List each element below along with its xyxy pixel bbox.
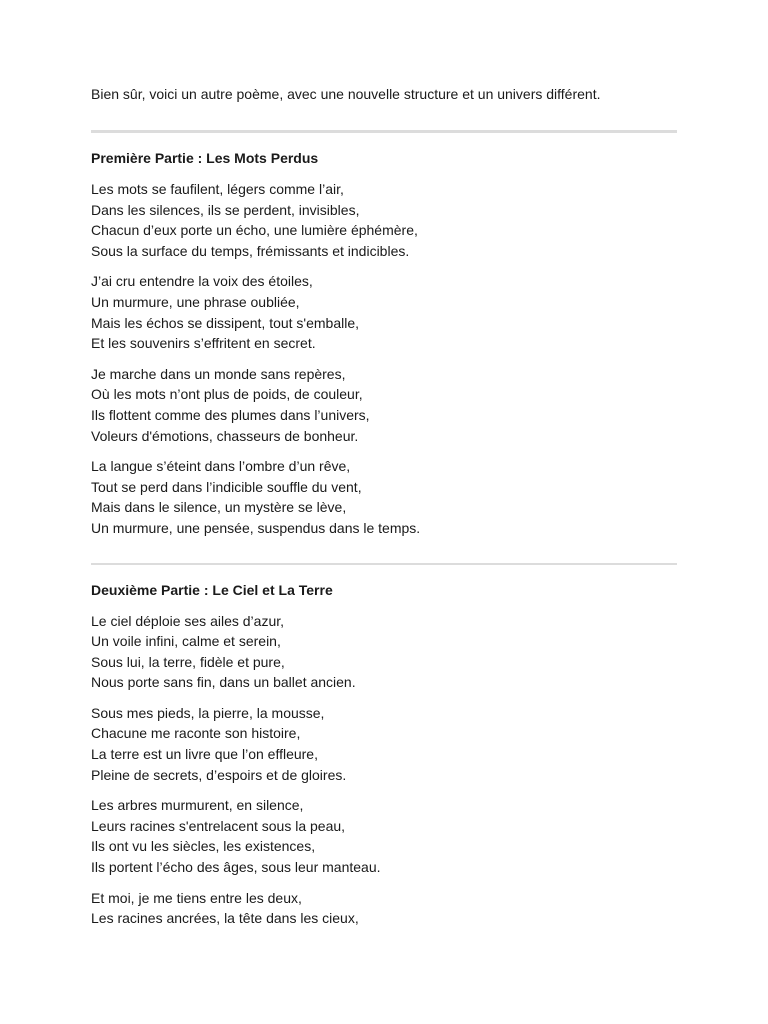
poem-line: Voleurs d'émotions, chasseurs de bonheur. <box>91 427 359 444</box>
poem-line: Leurs racines s'entrelacent sous la peau, <box>91 817 346 834</box>
poem-line: Et les souvenirs s’effritent en secret. <box>91 335 316 352</box>
stanza <box>91 611 677 693</box>
poem-line: Ils ont vu les siècles, les existences, <box>91 838 316 855</box>
stanza <box>91 364 677 446</box>
poem-line: Je marche dans un monde sans repères, <box>91 365 346 382</box>
poem-line: Le ciel déploie ses ailes d’azur, <box>91 612 285 629</box>
section-part-one <box>91 148 677 539</box>
poem-line: Un murmure, une phrase oubliée, <box>91 293 300 310</box>
poem-line: Où les mots n’ont plus de poids, de couleur, <box>91 386 363 403</box>
poem-line: Pleine de secrets, d’espoirs et de gloires. <box>91 766 347 783</box>
poem-line: Les racines ancrées, la tête dans les cieux, <box>91 910 359 927</box>
stanza <box>91 888 677 929</box>
poem-line: Mais dans le silence, un mystère se lève, <box>91 499 347 516</box>
poem-line: Mais les échos se dissipent, tout s'emballe, <box>91 314 360 331</box>
poem-line: Les arbres murmurent, en silence, <box>91 797 304 814</box>
poem-line: Sous mes pieds, la pierre, la mousse, <box>91 704 325 721</box>
poem-line: Et moi, je me tiens entre les deux, <box>91 889 302 906</box>
poem-line: La terre est un livre que l’on effleure, <box>91 746 318 763</box>
stanza <box>91 795 677 877</box>
poem-line: Ils flottent comme des plumes dans l’univers, <box>91 406 370 423</box>
poem-line: Tout se perd dans l’indicible souffle du vent, <box>91 478 362 495</box>
poem-line: Un murmure, une pensée, suspendus dans le temps. <box>91 519 421 536</box>
poem-line: Chacun d’eux porte un écho, une lumière éphémère, <box>91 222 418 239</box>
intro-text: Bien sûr, voici un autre poème, avec une nouvelle structure et un univers différent. <box>91 86 601 102</box>
stanza <box>91 703 677 785</box>
stanza <box>91 271 677 353</box>
poem-line: Un voile infini, calme et serein, <box>91 633 281 650</box>
poem-line: Sous lui, la terre, fidèle et pure, <box>91 653 285 670</box>
poem-line: La langue s’éteint dans l’ombre d’un rêve, <box>91 458 351 475</box>
section-part-two <box>91 580 677 929</box>
document-page <box>91 84 677 929</box>
poem-line: Sous la surface du temps, frémissants et indicibles. <box>91 242 410 259</box>
section-divider <box>91 563 677 565</box>
section-title: Deuxième Partie : Le Ciel et La Terre <box>91 581 333 598</box>
section-divider <box>91 130 677 133</box>
poem-line: J’ai cru entendre la voix des étoiles, <box>91 273 313 290</box>
poem-line: Ils portent l’écho des âges, sous leur manteau. <box>91 859 381 876</box>
poem-line: Dans les silences, ils se perdent, invisibles, <box>91 201 360 218</box>
poem-line: Les mots se faufilent, légers comme l’air, <box>91 181 344 197</box>
stanza <box>91 456 677 538</box>
poem-line: Chacune me raconte son histoire, <box>91 725 301 742</box>
section-title: Première Partie : Les Mots Perdus <box>91 150 319 166</box>
poem-line: Nous porte sans fin, dans un ballet ancien. <box>91 674 356 691</box>
stanza <box>91 179 677 261</box>
